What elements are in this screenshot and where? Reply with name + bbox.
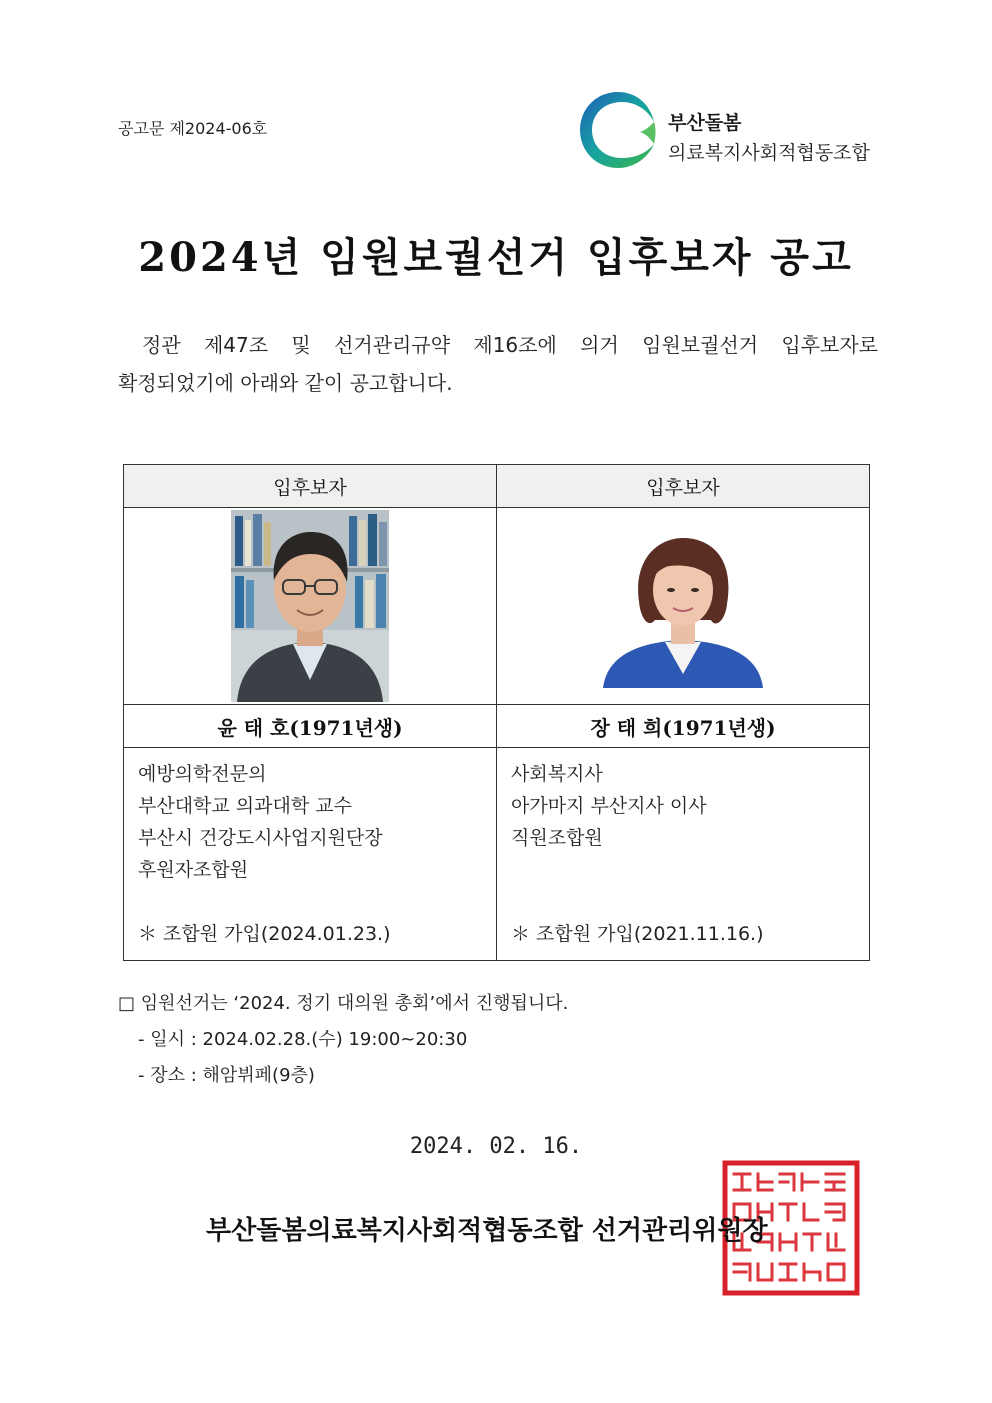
career-item: 사회복지사 <box>511 763 603 785</box>
notice-number: 공고문 제2024-06호 <box>118 119 268 138</box>
candidate-photo-cell-2 <box>497 508 870 705</box>
intro-line-2: 확정되었기에 아래와 같이 공고합니다. <box>118 371 453 395</box>
candidate-header-1: 입후보자 <box>124 465 497 508</box>
candidate-photo-cell-1 <box>124 508 497 705</box>
career-item: 부산대학교 의과대학 교수 <box>138 795 352 817</box>
intro-paragraph <box>118 326 878 402</box>
candidate-name-1: 윤 태 호(1971년생) <box>124 705 497 748</box>
election-datetime: - 일시 : 2024.02.28.(수) 19:00~20:30 <box>138 1029 468 1050</box>
logo-ring-icon <box>576 88 660 172</box>
candidate-header-2: 입후보자 <box>497 465 870 508</box>
notice-date: 2024. 02. 16. <box>409 1134 583 1159</box>
election-note <box>118 986 568 1094</box>
organization-logo <box>576 88 886 172</box>
logo-subtitle: 의료복지사회적협동조합 <box>668 142 870 164</box>
intro-line-1: 정관 제47조 및 선거관리규약 제16조에 의거 임원보궐선거 입후보자로 <box>142 333 878 357</box>
career-item: 예방의학전문의 <box>138 763 267 785</box>
male-candidate-photo <box>231 510 389 702</box>
signer-title: 부산돌봄의료복지사회적협동조합 선거관리위원장 <box>206 1216 768 1246</box>
join-note: ＊ 조합원 가입(2021.11.16.) <box>511 923 764 945</box>
career-item: 직원조합원 <box>511 827 603 849</box>
career-item: 아가마지 부산지사 이사 <box>511 795 707 817</box>
female-candidate-photo <box>603 524 763 688</box>
candidate-career-2 <box>497 748 870 961</box>
candidate-table <box>123 464 870 961</box>
candidate-name-2: 장 태 희(1971년생) <box>497 705 870 748</box>
election-note-main: □ 임원선거는 ‘2024. 정기 대의원 총회’에서 진행됩니다. <box>118 993 569 1014</box>
logo-name: 부산돌봄 <box>668 112 742 134</box>
career-item: 후원자조합원 <box>138 859 249 881</box>
career-item: 부산시 건강도시사업지원단장 <box>138 827 383 849</box>
page-title: 2024년 임원보궐선거 입후보자 공고 <box>138 234 854 281</box>
election-place: - 장소 : 해암뷔페(9층) <box>138 1065 315 1086</box>
join-note: ＊ 조합원 가입(2024.01.23.) <box>138 923 391 945</box>
candidate-career-1 <box>124 748 497 961</box>
